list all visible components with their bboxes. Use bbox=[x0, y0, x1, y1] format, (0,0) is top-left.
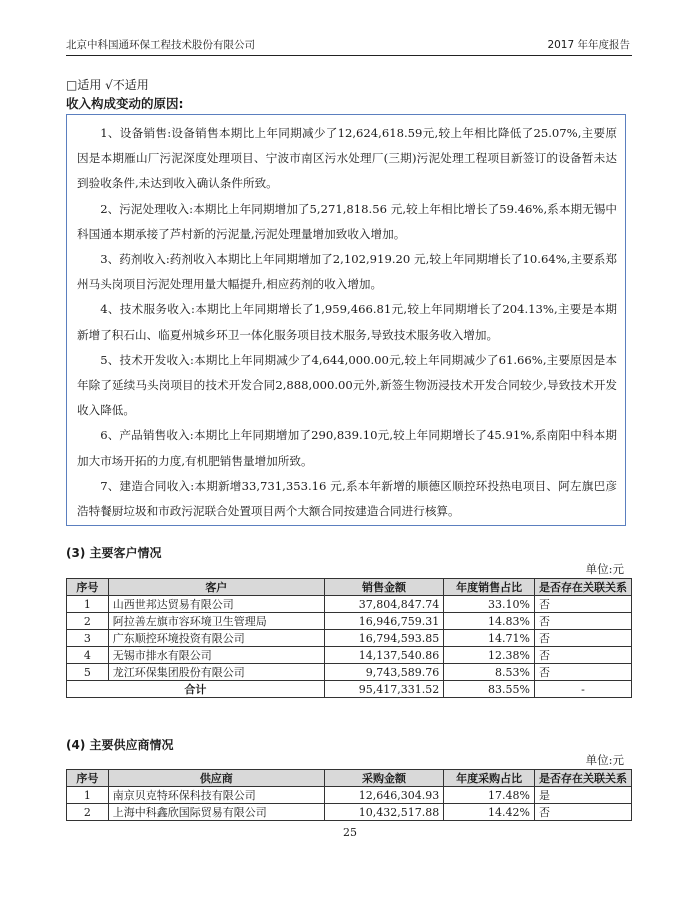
reasons-title: 收入构成变动的原因: bbox=[66, 96, 184, 111]
cell-related: 否 bbox=[534, 613, 631, 630]
cell-index: 2 bbox=[67, 804, 109, 821]
cell-amount: 14,137,540.86 bbox=[324, 647, 443, 664]
customers-table bbox=[66, 578, 632, 698]
cell-supplier: 上海中科鑫欣国际贸易有限公司 bbox=[108, 804, 324, 821]
cell-share: 14.83% bbox=[444, 613, 535, 630]
cell-related: 否 bbox=[534, 596, 631, 613]
table-row bbox=[67, 664, 632, 681]
cell-amount: 12,646,304.93 bbox=[324, 787, 443, 804]
cell-customer: 广东顺控环境投资有限公司 bbox=[108, 630, 324, 647]
customers-header-share: 年度销售占比 bbox=[444, 579, 535, 596]
suppliers-header-related: 是否存在关联关系 bbox=[534, 770, 631, 787]
cell-share: 33.10% bbox=[444, 596, 535, 613]
header-report-title: 2017 年年度报告 bbox=[547, 39, 630, 51]
reason-paragraph-6: 6、产品销售收入:本期比上年同期增加了290,839.10元,较上年同期增长了45.91%,系南阳中科本期加大市场开拓的力度,有机肥销售量增加所致。 bbox=[77, 428, 617, 468]
table-row bbox=[67, 787, 632, 804]
cell-amount: 16,946,759.31 bbox=[324, 613, 443, 630]
cell-share: 8.53% bbox=[444, 664, 535, 681]
customers-header-related: 是否存在关联关系 bbox=[534, 579, 631, 596]
cell-index: 5 bbox=[67, 664, 109, 681]
suppliers-header-row bbox=[67, 770, 632, 787]
cell-related: 否 bbox=[534, 804, 631, 821]
header-divider bbox=[66, 55, 632, 56]
applicability-line: □适用 √不适用 bbox=[66, 78, 149, 92]
reason-paragraph-7: 7、建造合同收入:本期新增33,731,353.16 元,系本年新增的顺德区顺控环投热电项目、阿左旗巴彦浩特餐厨垃圾和市政污泥联合处置项目两个大额合同按建造合同进行核算。 bbox=[77, 478, 617, 519]
customers-header-amount: 销售金额 bbox=[324, 579, 443, 596]
suppliers-section-title: (4) 主要供应商情况 bbox=[66, 738, 174, 752]
customers-section-title: (3) 主要客户情况 bbox=[66, 546, 162, 560]
customers-header-row bbox=[67, 579, 632, 596]
cell-supplier: 南京贝克特环保科技有限公司 bbox=[108, 787, 324, 804]
cell-amount: 10,432,517.88 bbox=[324, 804, 443, 821]
cell-customer: 无锡市排水有限公司 bbox=[108, 647, 324, 664]
cell-share: 12.38% bbox=[444, 647, 535, 664]
table-row bbox=[67, 647, 632, 664]
cell-customer: 阿拉善左旗市容环境卫生管理局 bbox=[108, 613, 324, 630]
suppliers-header-amount: 采购金额 bbox=[324, 770, 443, 787]
reason-paragraph-4: 4、技术服务收入:本期比上年同期增长了1,959,466.81元,较上年同期增长了204.13%,主要是本期新增了积石山、临夏州城乡环卫一体化服务项目技术服务,导致技术服务收入增加。 bbox=[77, 302, 617, 342]
cell-related: 是 bbox=[534, 787, 631, 804]
cell-share: 14.71% bbox=[444, 630, 535, 647]
table-row bbox=[67, 613, 632, 630]
total-row bbox=[67, 681, 632, 698]
cell-customer: 山西世邦达贸易有限公司 bbox=[108, 596, 324, 613]
reason-paragraph-2: 2、污泥处理收入:本期比上年同期增加了5,271,818.56 元,较上年相比增长了59.46%,系本期无锡中科国通本期承接了芦村新的污泥量,污泥处理量增加致收入增加。 bbox=[77, 201, 617, 241]
cell-index: 3 bbox=[67, 630, 109, 647]
customers-header-customer: 客户 bbox=[108, 579, 324, 596]
cell-index: 2 bbox=[67, 613, 109, 630]
cell-share: 17.48% bbox=[444, 787, 535, 804]
customers-header-index: 序号 bbox=[67, 579, 109, 596]
cell-related: 否 bbox=[534, 647, 631, 664]
customers-unit: 单位:元 bbox=[585, 562, 624, 576]
suppliers-table bbox=[66, 769, 632, 821]
table-row bbox=[67, 630, 632, 647]
cell-amount: 9,743,589.76 bbox=[324, 664, 443, 681]
reason-paragraph-3: 3、药剂收入:药剂收入本期比上年同期增加了2,102,919.20 元,较上年同期增长了10.64%,主要系郑州马头岗项目污泥处理用量大幅提升,相应药剂的收入增加。 bbox=[77, 252, 617, 292]
suppliers-unit: 单位:元 bbox=[585, 753, 624, 767]
reason-paragraph-1: 1、设备销售:设备销售本期比上年同期减少了12,624,618.59元,较上年相比降低了25.07%,主要原因是本期雁山厂污泥深度处理项目、宁波市南区污水处理厂(三期)污泥处理工程项目新签订的设备暂未达到验收条件,未达到收入确认条件所致。 bbox=[77, 126, 617, 191]
cell-customer: 龙江环保集团股份有限公司 bbox=[108, 664, 324, 681]
total-label: 合计 bbox=[67, 681, 325, 698]
cell-index: 4 bbox=[67, 647, 109, 664]
total-amount: 95,417,331.52 bbox=[324, 681, 443, 698]
total-share: 83.55% bbox=[444, 681, 535, 698]
table-row bbox=[67, 804, 632, 821]
total-related: - bbox=[534, 681, 631, 698]
cell-related: 否 bbox=[534, 664, 631, 681]
reasons-box bbox=[66, 114, 626, 526]
suppliers-header-supplier: 供应商 bbox=[108, 770, 324, 787]
header-company: 北京中科国通环保工程技术股份有限公司 bbox=[66, 39, 255, 51]
cell-index: 1 bbox=[67, 596, 109, 613]
cell-related: 否 bbox=[534, 630, 631, 647]
page-number: 25 bbox=[343, 826, 357, 839]
table-row bbox=[67, 596, 632, 613]
cell-share: 14.42% bbox=[444, 804, 535, 821]
suppliers-header-share: 年度采购占比 bbox=[444, 770, 535, 787]
suppliers-header-index: 序号 bbox=[67, 770, 109, 787]
reason-paragraph-5: 5、技术开发收入:本期比上年同期减少了4,644,000.00元,较上年同期减少了61.66%,主要原因是本年除了延续马头岗项目的技术开发合同2,888,000.00元外,新签生物沥浸技术开发合同较少,导致技术开发收入降低。 bbox=[77, 352, 617, 418]
cell-amount: 16,794,593.85 bbox=[324, 630, 443, 647]
cell-index: 1 bbox=[67, 787, 109, 804]
cell-amount: 37,804,847.74 bbox=[324, 596, 443, 613]
